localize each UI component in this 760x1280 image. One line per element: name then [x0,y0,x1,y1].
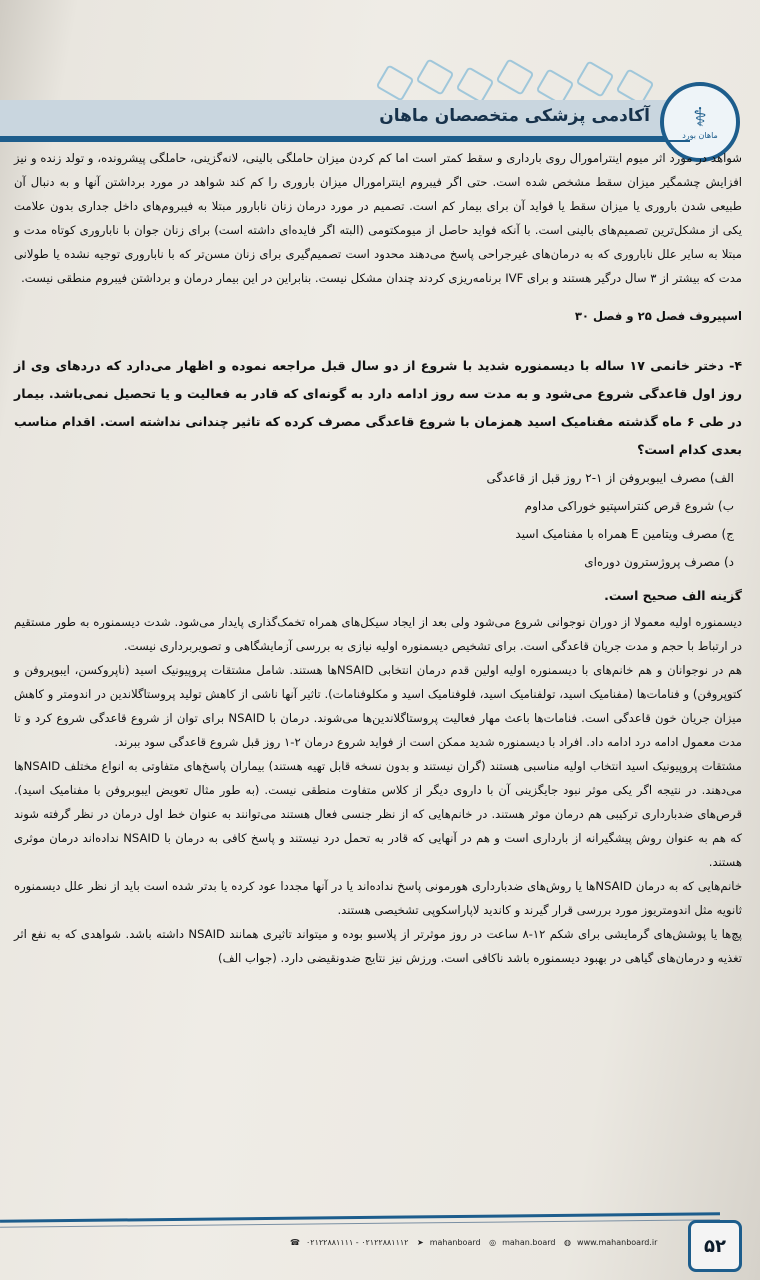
explanation-paragraph: مشتقات پروپیونیک اسید انتخاب اولیه مناسبی هستند (گران نیستند و بدون نسخه قابل تهیه هستند) بیماران پاسخ‌های متفاوتی به انواع مختلف NSAIDها می‌دهند. در نتیجه اگر یکی موثر نبود جایگزینی آن با داروی دیگر از کلاس متفاوت منطقی نیست. (به طور مثال تعویض ایبوبروفن با مفنامیک اسید). قرص‌های ضدبارداری ترکیبی هم درمان موثر هستند. در خانم‌هایی که از نظر جنسی فعال هستند می‌توانند به عنوان خط اول درمان در نظر گرفته شوند که هم به عنوان روش پیشگیرانه از بارداری است و هم در آنهایی که قادر به تحمل درد نیستند و پاسخ کافی به درمان با NSAID نداده‌اند درمان موثری هستند. [14,759,742,869]
footer-telegram: mahanboard [429,1238,481,1247]
explanation-paragraph: خانم‌هایی که به درمان NSAIDها یا روش‌های ضدبارداری هورمونی پاسخ نداده‌اند یا در آنها مجددا عود کرده یا بدتر شده است باید از نظر علل دیسمنوره ثانویه مثل اندومتریوز مورد بررسی قرار گیرند و کاندید لاپاراسکوپی تشخیصی هستند. [14,879,742,917]
footer-contacts [290,1238,710,1247]
globe-icon: ◍ [564,1238,572,1247]
answer-statement: گزینه الف صحیح است. [604,588,742,603]
explanation-paragraph: هم در نوجوانان و هم خانم‌های با دیسمنوره اولیه اولین قدم درمان انتخابی NSAIDها هستند. شامل مشتقات پروپیونیک اسید (ناپروکسن، ایبوپروفن و کتوپروفن) و فنامات‌ها (مفنامیک اسید، تولفنامیک اسید، فلوفنامیک اسید و مکلوفنامات). تاثیر آنها ناشی از کاهش تولید پروستاگلاندین در اندومتر و کاهش میزان جریان خون قاعدگی است. فنامات‌ها باعث مهار فعالیت پروستاگلاندین‌ها می‌شوند. درمان با NSAID برای توان از شروع قاعدگی شروع کرد و تا مدت معمول ادامه درد ادامه داد. افراد با دیسمنوره شدید ممکن است از فواید شروع درمان ۲-۱ روز قبل شروع قاعدگی سود ببرند. [14,663,743,749]
logo-text: ماهان بورد [682,130,718,140]
footer-website: www.mahanboard.ir [577,1238,658,1247]
footer-phone: ۰۲۱۲۲۸۸۱۱۱۱ - ۰۲۱۲۲۸۸۱۱۱۲ [305,1238,409,1247]
page-number: ۵۲ [688,1220,742,1272]
reference-note: اسپیروف فصل ۲۵ و فصل ۳۰ [574,309,742,323]
footer-instagram: mahan.board [502,1238,556,1247]
question-text: ۴- دختر خانمی ۱۷ ساله با دیسمنوره شدید با شروع از دو سال قبل مراجعه نموده و اظهار می‌دارد که دردهای وی از روز اول قاعدگی شروع می‌شود و به مدت سه روز ادامه دارد به گونه‌ای که قادر به فعالیت و یا تحصیل نمی‌باشد. بیمار در طی ۶ ماه گذشته مفنامیک اسید همزمان با شروع قاعدگی مصرف کرده که تاثیر چندانی نداشته است. اقدام مناسب بعدی کدام است؟ [14,358,742,457]
instagram-icon: ◎ [489,1238,497,1247]
footer-divider [0,1216,720,1236]
paragraph: شواهد در مورد اثر میوم اینترامورال روی بارداری و سقط کمتر است اما کم کردن میزان حاملگی بالینی، لانه‌گزینی، حاملگی پیشرونده، و تولد زنده و نیز افزایش چشمگیر میزان سقط مشخص شده است. حتی اگر فیبروم اینترامورال میزان باروری را کم کند شواهد در مورد برداشتن آنها و به دنبال آن طبیعی شدن باروری یا میزان سقط یا فواید آن برای بیمار کم است. تصمیم در مورد درمان زنان نابارور مبتلا به فیبروم‌های داخل جداری بدون علامت یکی از مشکل‌ترین تصمیم‌های بالینی است. با آنکه فواید حاصل از میومکتومی (البته اگر فایده‌ای داشته است) برای زنان جوان با ناباروری کوتاه مدت و مبتلا به سایر علل ناباروری که به درمان‌های غیرجراحی پاسخ می‌دهند محدود است تصمیم‌گیری برای زنان مسن‌تر که با ناباروری توجیه نشده یا طولانی مدت که بیشتر از ۳ سال درگیر هستند و برای IVF برنامه‌ریزی کردند چندان مشکل نیست. بنابراین در این بیمار درمان و برداشتن فیبروم منطقی نیست. [14,151,742,285]
option-a: الف) مصرف ایبوبروفن از ۱-۲ روز قبل از قاعدگی [486,471,734,485]
caduceus-icon: ⚕ [692,102,708,133]
phone-icon: ☎ [290,1238,300,1247]
option-d: د) مصرف پروژسترون دوره‌ای [584,555,734,569]
header-title: آکادمی پزشکی متخصصان ماهان [379,106,650,126]
header-divider [0,140,690,142]
explanation-paragraph: پچ‌ها یا پوشش‌های گرمایشی برای شکم ۱۲-۸ ساعت در روز موثرتر از پلاسبو بوده و میتواند تاثیری همانند NSAID داشته باشد. شواهدی که به نفع اثر تغذیه و درمان‌های گیاهی در بهبود دیسمنوره باشد ناکافی است. ورزش نیز نتایج ضدونقیضی دارد. (جواب الف) [14,927,743,965]
option-b: ب) شروع قرص کنتراسپتیو خوراکی مداوم [524,499,734,513]
page-content [14,146,742,970]
explanation-paragraph: دیسمنوره اولیه معمولا از دوران نوجوانی شروع می‌شود ولی بعد از ایجاد سیکل‌های همراه تخمک‌گذاری پایدار می‌شود. شدت دیسمنوره به طور مستقیم در ارتباط با حجم و مدت جریان قاعدگی است. برای تشخیص دیسمنوره اولیه نیازی به بررسی آزمایشگاهی و تصویربرداری نیست. [14,615,742,653]
telegram-icon: ➤ [417,1238,424,1247]
option-c: ج) مصرف ویتامین E همراه با مفنامیک اسید [515,527,734,541]
